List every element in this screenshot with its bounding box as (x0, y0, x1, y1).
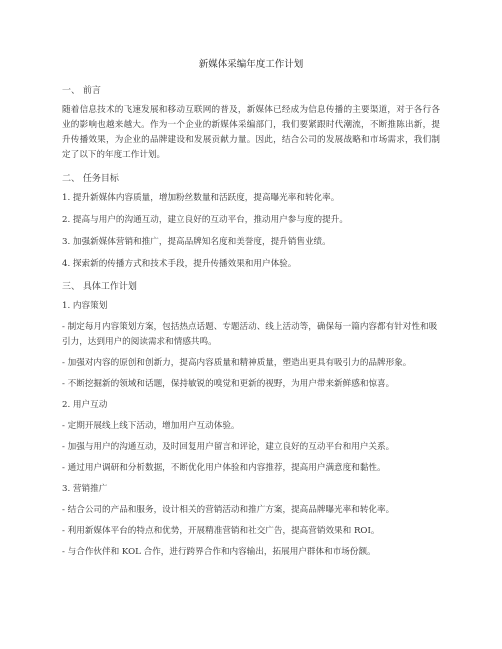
goal-item: 1. 提升新媒体内容质量，增加粉丝数量和活跃度，提高曝光率和转化率。 (62, 193, 340, 203)
preface-paragraph: 随着信息技术的飞速发展和移动互联网的普及，新媒体已经成为信息传播的主要渠道，对于各行各业的影响也越来越大。作为一个企业的新媒体采编部门，我们要紧跟时代潮流，不断推陈出新，提升传播效果，为企业的品牌建设和发展贡献力量。因此，结合公司的发展战略和市场需求，我们制定了以下的年度工作计划。 (62, 105, 440, 160)
plan-bullet: - 制定每月内容策划方案，包括热点话题、专题活动、线上活动等，确保每一篇内容都有针对性和吸引力，达到用户的阅读需求和情感共鸣。 (62, 322, 438, 347)
plan-bullet: - 加强与用户的沟通互动，及时回复用户留言和评论，建立良好的互动平台和用户关系。 (62, 442, 395, 452)
plan-bullet: - 定期开展线上线下活动，增加用户互动体验。 (62, 421, 240, 431)
goal-item: 4. 探索新的传播方式和技术手段，提升传播效果和用户体验。 (62, 259, 297, 269)
goal-item: 2. 提高与用户的沟通互动，建立良好的互动平台，推动用户参与度的提升。 (62, 215, 348, 225)
plan-bullet: - 结合公司的产品和服务，设计相关的营销活动和推广方案，提高品牌曝光率和转化率。 (62, 505, 395, 515)
section-heading-plan: 三、 具体工作计划 (62, 282, 137, 292)
subheading-marketing: 3. 营销推广 (62, 484, 108, 494)
plan-bullet: - 不断挖掘新的领域和话题，保持敏锐的嗅觉和更新的视野，为用户带来新鲜感和惊喜。 (62, 379, 395, 389)
section-heading-goals: 二、 任务目标 (62, 174, 119, 184)
plan-bullet: - 通过用户调研和分析数据，不断优化用户体验和内容推荐，提高用户满意度和黏性。 (62, 463, 386, 473)
document-title: 新媒体采编年度工作计划 (198, 59, 304, 70)
plan-bullet: - 加强对内容的原创和创新力，提高内容质量和精神质量，塑造出更具有吸引力的品牌形象。 (62, 358, 412, 368)
section-heading-preface: 一、 前言 (62, 86, 101, 96)
plan-bullet: - 利用新媒体平台的特点和优势，开展精准营销和社交广告，提高营销效果和 ROI。 (62, 526, 380, 536)
subheading-content-planning: 1. 内容策划 (62, 301, 108, 311)
goal-item: 3. 加强新媒体营销和推广，提高品牌知名度和美誉度，提升销售业绩。 (62, 237, 331, 247)
subheading-user-interaction: 2. 用户互动 (62, 400, 108, 410)
plan-bullet: - 与合作伙伴和 KOL 合作，进行跨界合作和内容输出，拓展用户群体和市场份额。 (62, 547, 376, 557)
